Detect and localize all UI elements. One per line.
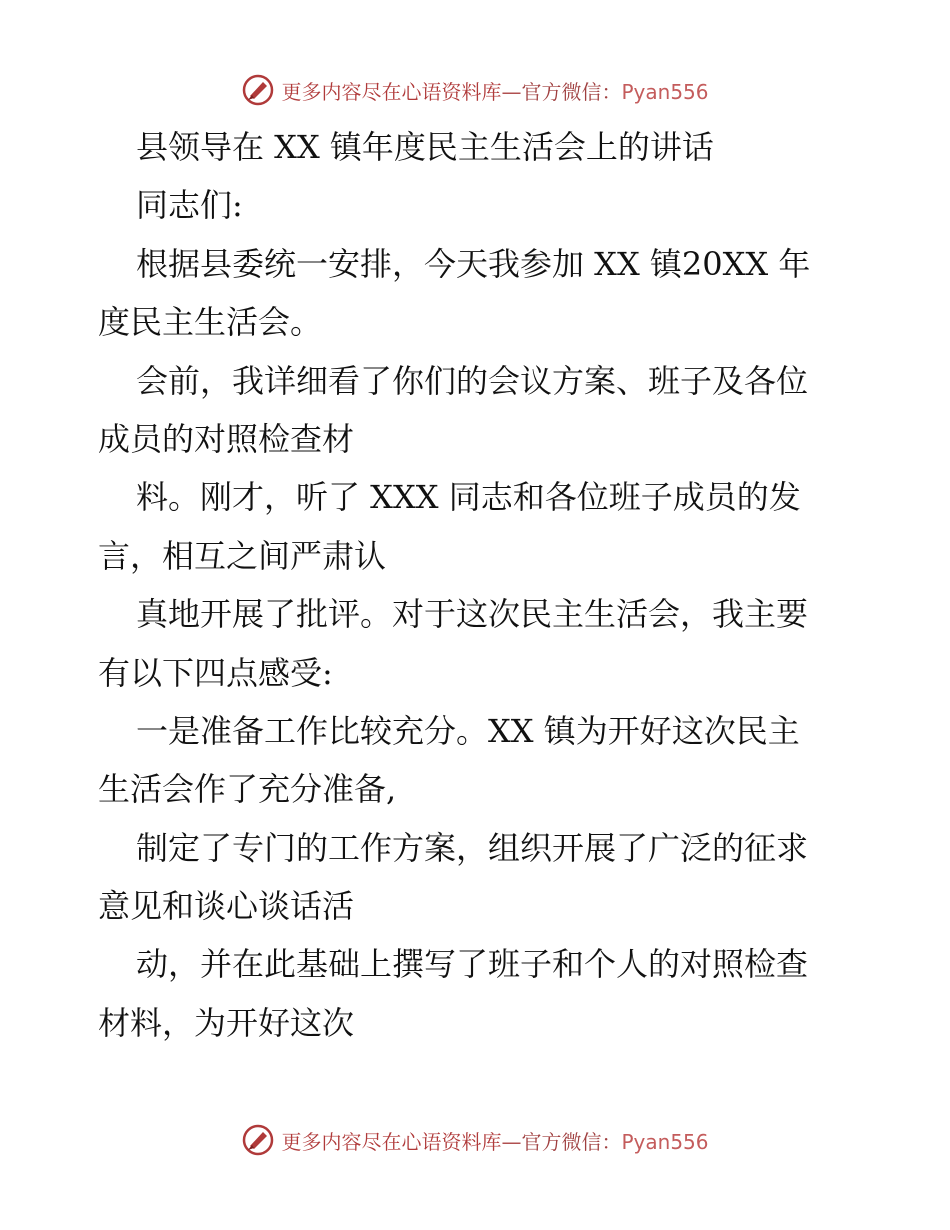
banner-dash: — (501, 1129, 522, 1154)
paragraph-line: 会前，我详细看了你们的会议方案、班子及各位 (136, 361, 809, 400)
paragraph-line: 一是准备工作比较充分。XX 镇为开好这次民主 (136, 711, 800, 750)
header-banner (0, 70, 950, 110)
document-title: 县领导在 XX 镇年度民主生活会上的讲话 (136, 128, 714, 166)
logo-icon (241, 1123, 275, 1157)
banner-main-text: 更多内容尽在心语资料库 (281, 79, 502, 104)
paragraph-line: 言，相互之间严肃认 (98, 536, 387, 575)
paragraph-line: 制定了专门的工作方案，组织开展了广泛的征求 (136, 828, 809, 867)
paragraph-line: 材料，为开好这次 (98, 1003, 355, 1042)
footer-banner (0, 1120, 950, 1160)
banner-text (281, 1126, 708, 1155)
paragraph-line: 真地开展了批评。对于这次民主生活会，我主要 (136, 595, 809, 634)
paragraph-line: 度民主生活会。 (98, 303, 323, 342)
banner-dash: — (501, 79, 522, 104)
paragraph-line: 生活会作了充分准备, (98, 770, 397, 809)
banner-main-text: 更多内容尽在心语资料库 (281, 1129, 502, 1154)
paragraph-line: 根据县委统一安排，今天我参加 XX 镇20XX 年 (136, 244, 811, 283)
banner-wechat-label: 官方微信： (521, 79, 622, 104)
paragraph-line: 有以下四点感受: (98, 653, 333, 692)
banner-wechat-label: 官方微信： (521, 1129, 622, 1154)
paragraph-line: 料。刚才，听了 XXX 同志和各位班子成员的发 (136, 478, 801, 517)
paragraph-line: 意见和谈心谈话活 (98, 887, 355, 926)
banner-wechat-id: Pyan556 (621, 79, 709, 104)
document-body (98, 118, 858, 1052)
logo-icon (241, 73, 275, 107)
salutation: 同志们: (136, 186, 243, 225)
banner-wechat-id: Pyan556 (621, 1129, 709, 1154)
paragraph-line: 成员的对照检查材 (98, 419, 355, 458)
banner-text (281, 76, 708, 105)
paragraph-line: 动，并在此基础上撰写了班子和个人的对照检查 (136, 945, 809, 984)
